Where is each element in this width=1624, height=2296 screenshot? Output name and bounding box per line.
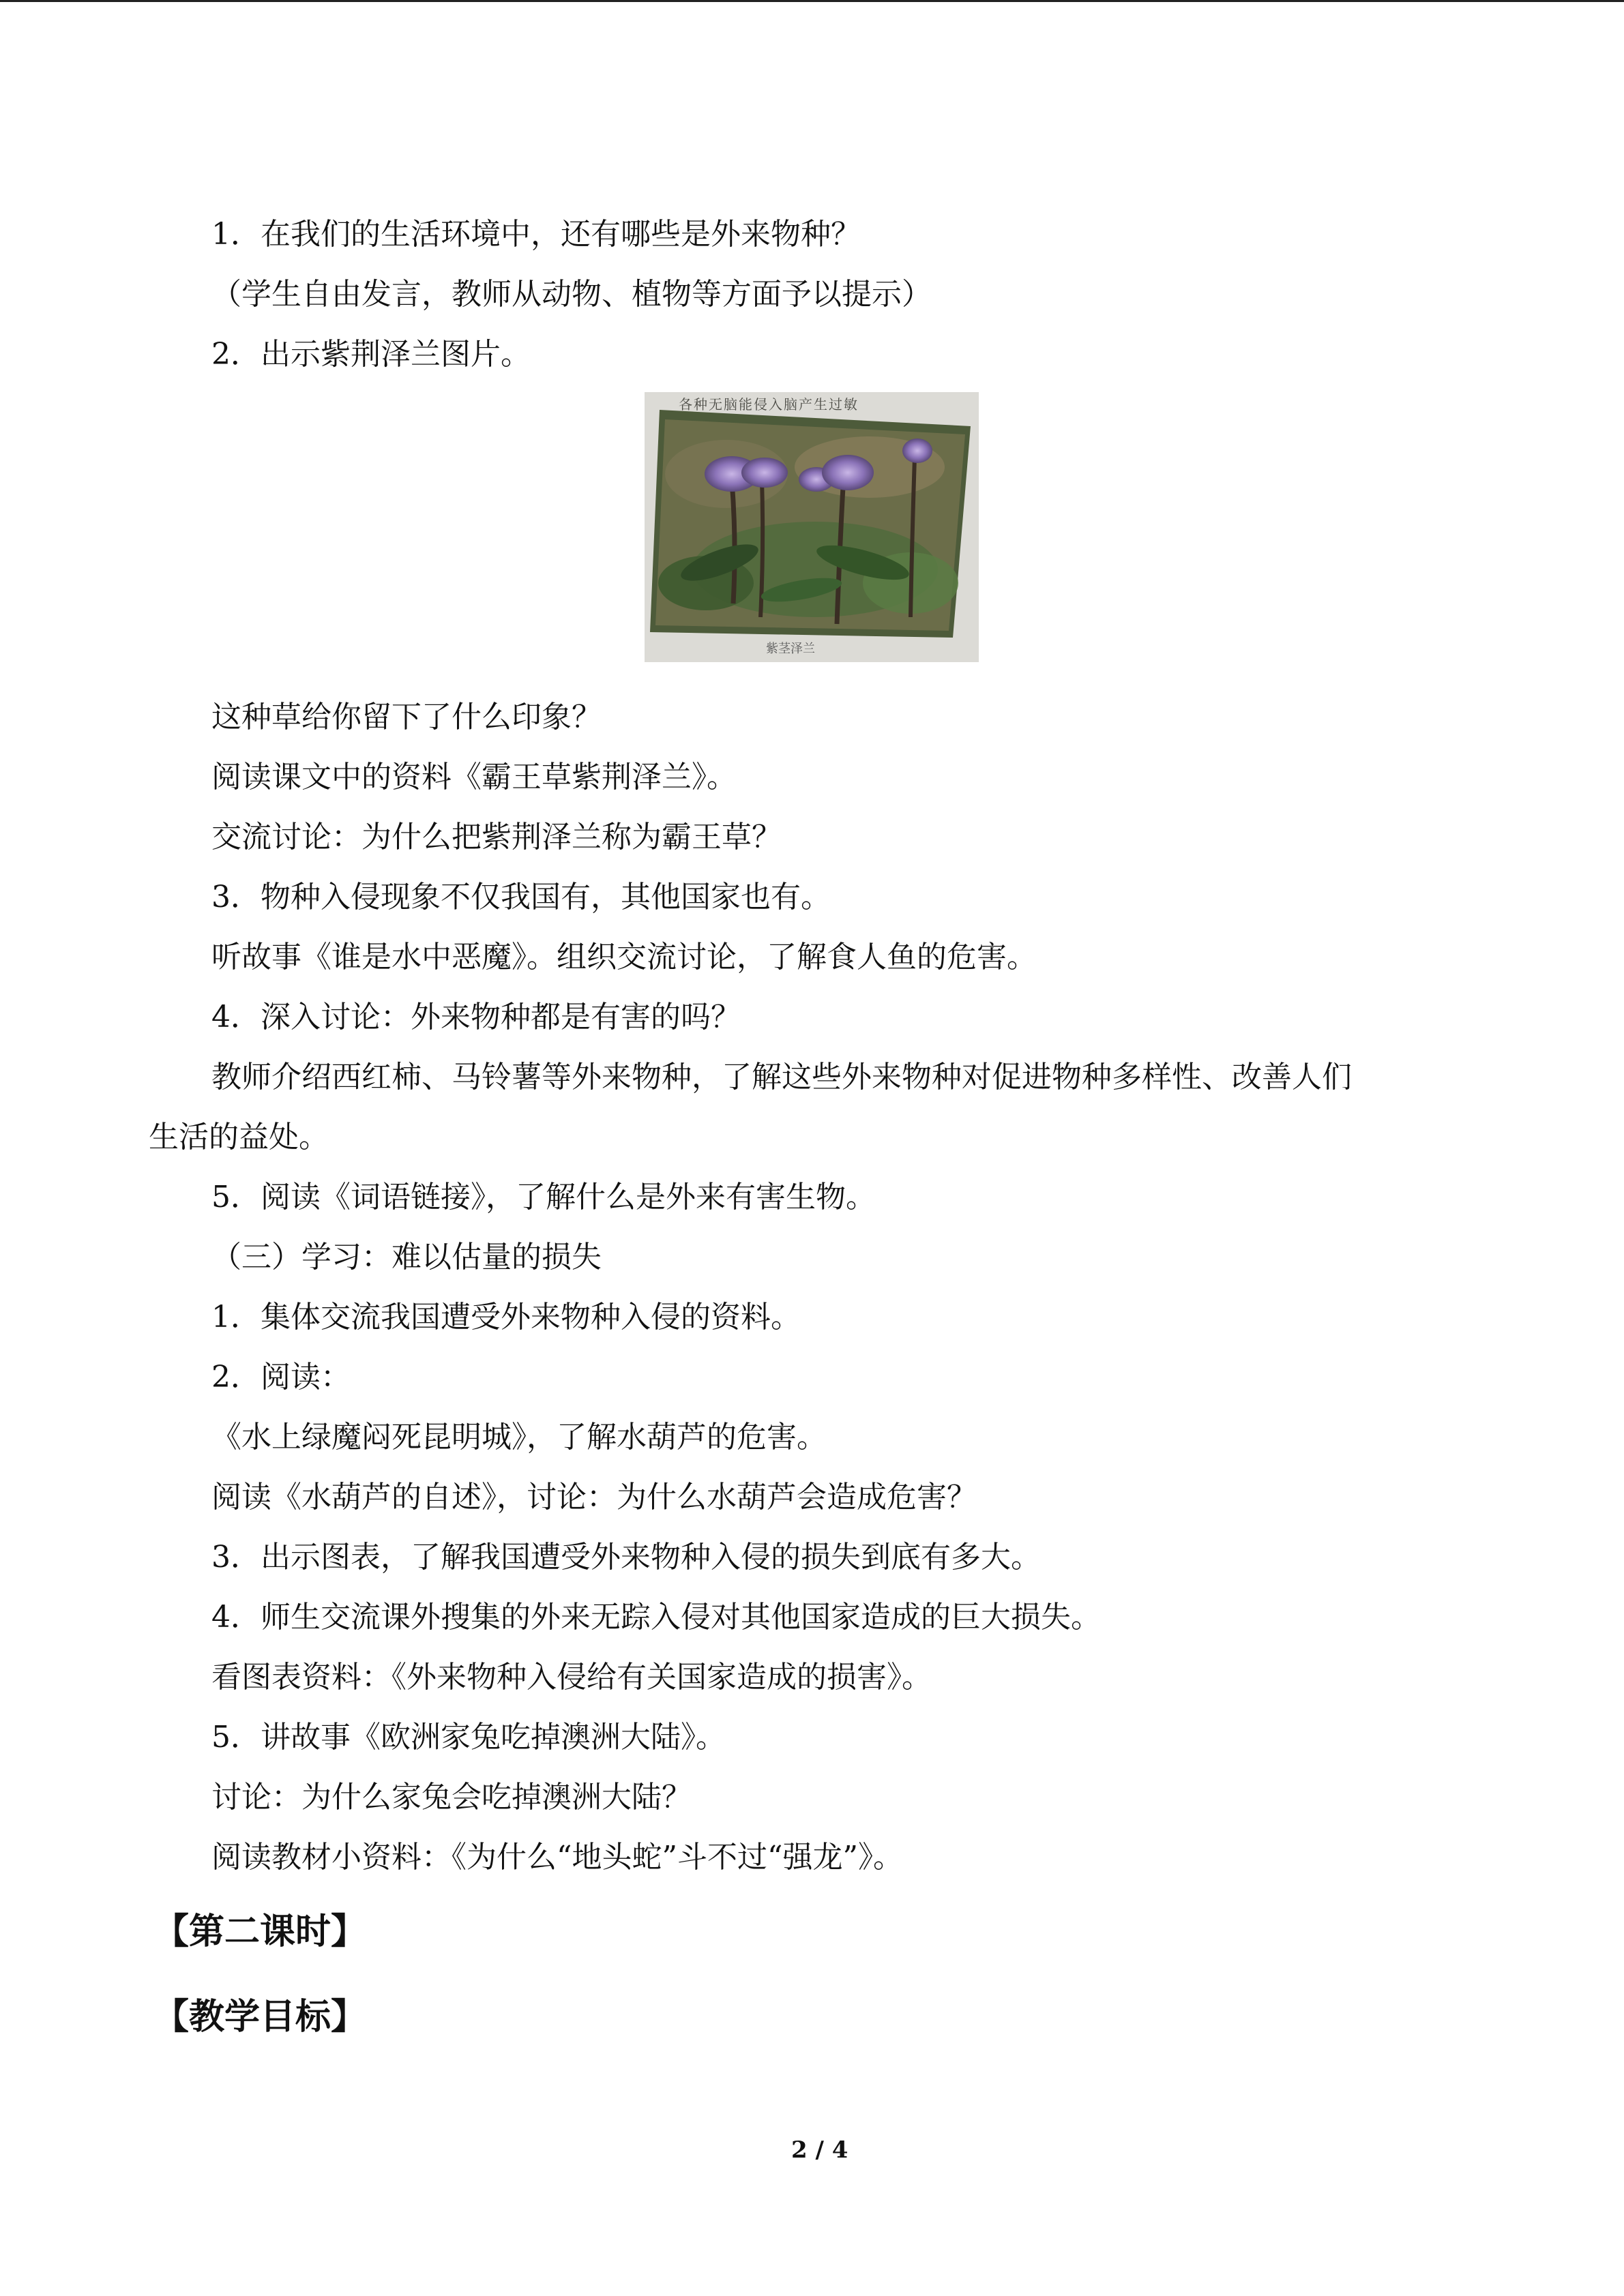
paragraph: 4．深入讨论：外来物种都是有害的吗？ [211, 1000, 741, 1034]
paragraph: 5．阅读《词语链接》，了解什么是外来有害生物。 [211, 1180, 876, 1214]
paragraph: 听故事《谁是水中恶魔》。组织交流讨论，了解食人鱼的危害。 [211, 940, 1037, 974]
paragraph: 3．出示图表，了解我国遭受外来物种入侵的损失到底有多大。 [211, 1540, 1041, 1575]
lesson-heading: 【第二课时】 [153, 1911, 367, 1952]
paragraph: 讨论：为什么家兔会吃掉澳洲大陆？ [211, 1780, 692, 1815]
paragraph: 阅读课文中的资料《霸王草紫荆泽兰》。 [211, 760, 737, 794]
paragraph: 阅读教材小资料：《为什么“地头蛇”斗不过“强龙”》。 [211, 1840, 903, 1875]
paragraph: 1．在我们的生活环境中，还有哪些是外来物种？ [211, 217, 861, 252]
paragraph: 这种草给你留下了什么印象？ [211, 700, 602, 734]
paragraph: 1．集体交流我国遭受外来物种入侵的资料。 [211, 1300, 801, 1335]
paragraph: 阅读《水葫芦的自述》，讨论：为什么水葫芦会造成危害？ [211, 1480, 977, 1515]
paragraph: 4．师生交流课外搜集的外来无踪入侵对其他国家造成的巨大损失。 [211, 1600, 1101, 1635]
page-number: 2 / 4 [791, 2136, 848, 2164]
paragraph: 教师介绍西红柿、马铃薯等外来物种，了解这些外来物种对促进物种多样性、改善人们 [211, 1060, 1352, 1094]
paragraph: 生活的益处。 [149, 1120, 329, 1154]
section-subheading: （三）学习：难以估量的损失 [211, 1240, 602, 1274]
image-bottom-caption: 紫茎泽兰 [766, 642, 815, 656]
paragraph: （学生自由发言，教师从动物、植物等方面予以提示） [211, 277, 932, 312]
paragraph: 看图表资料：《外来物种入侵给有关国家造成的损害》。 [211, 1660, 932, 1695]
paragraph: 2．阅读： [211, 1360, 351, 1395]
paragraph: 5．讲故事《欧洲家兔吃掉澳洲大陆》。 [211, 1720, 726, 1755]
plant-photo [645, 392, 979, 662]
image-top-caption: 各种无脑能侵入脑产生过敏 [679, 396, 859, 413]
paragraph: 3．物种入侵现象不仅我国有，其他国家也有。 [211, 880, 831, 914]
paragraph: 交流讨论：为什么把紫荆泽兰称为霸王草？ [211, 820, 782, 854]
paragraph: 《水上绿魔闷死昆明城》，了解水葫芦的危害。 [211, 1420, 827, 1455]
paragraph: 2．出示紫荆泽兰图片。 [211, 337, 531, 372]
purple-flower-image [645, 392, 979, 662]
objectives-heading: 【教学目标】 [153, 1997, 367, 2038]
